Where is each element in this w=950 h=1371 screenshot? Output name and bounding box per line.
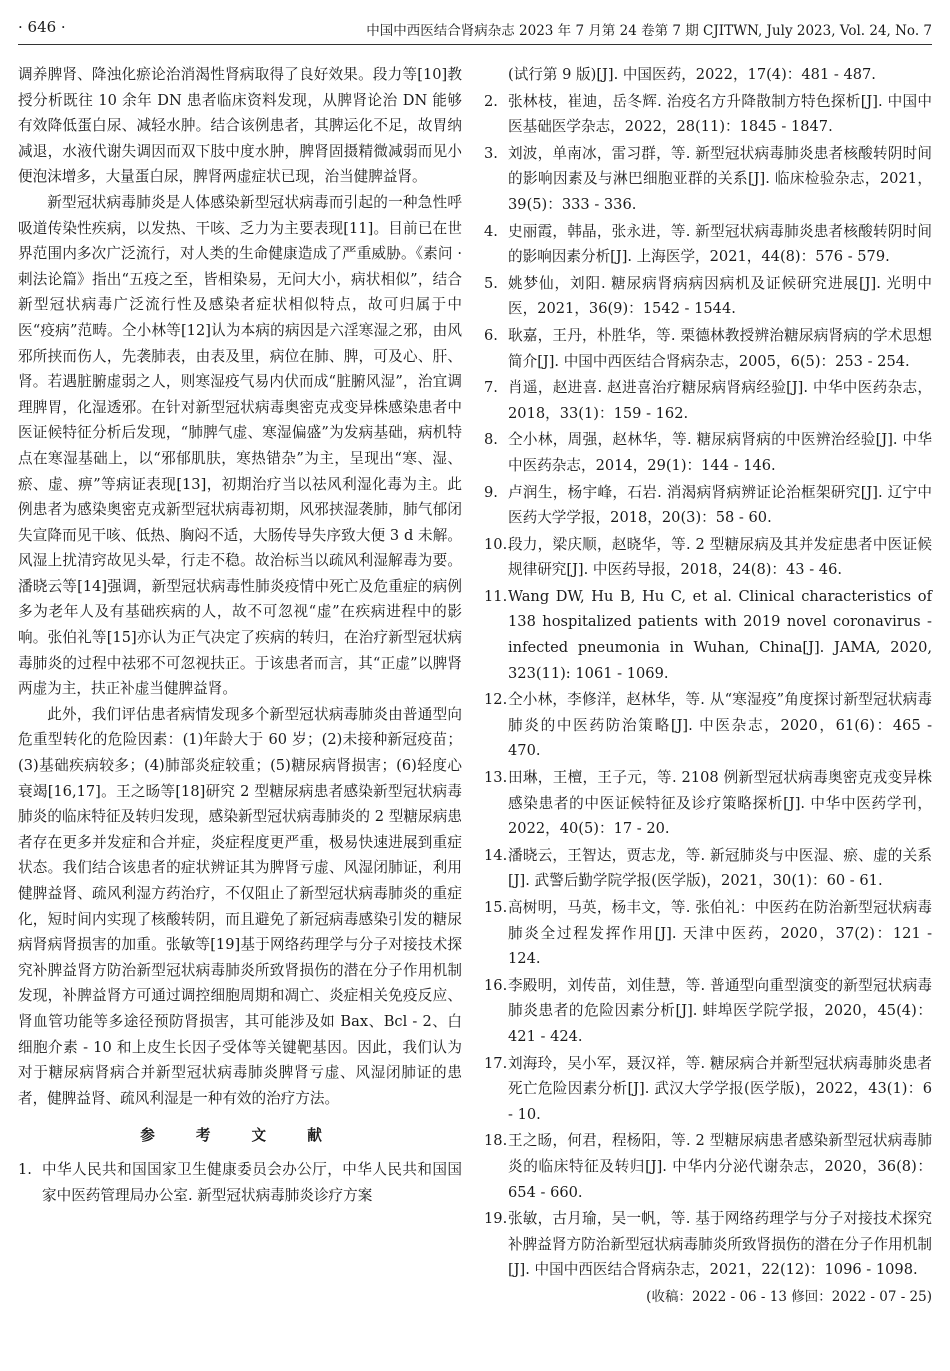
left-column — [18, 62, 462, 1209]
reference-text: 刘海玲，吴小军，聂汉祥，等. 糖尿病合并新型冠状病毒肺炎患者死亡危险因素分析[J]. 武汉大学学报(医学版)，2022，43(1)：6 - 10. — [508, 1054, 932, 1123]
reference-item — [484, 1128, 932, 1205]
reference-number: 13. — [484, 769, 508, 787]
reference-item-continued — [484, 62, 932, 88]
reference-number: 1. — [18, 1160, 32, 1178]
reference-number: 7. — [484, 379, 498, 397]
reference-number: 6. — [484, 326, 498, 344]
reference-item — [484, 973, 932, 1050]
reference-text: 中华人民共和国国家卫生健康委员会办公厅，中华人民共和国国家中医药管理局办公室. 新型冠状病毒肺炎诊疗方案 — [42, 1160, 462, 1204]
reference-number: 16. — [484, 976, 508, 994]
page-number: · 646 · — [18, 18, 66, 36]
reference-number: 4. — [484, 222, 498, 240]
reference-item — [484, 584, 932, 686]
reference-number: 2. — [484, 92, 498, 110]
reference-number: 8. — [484, 431, 498, 449]
reference-number: 11. — [484, 587, 508, 605]
reference-text: 田琳，王檀，王子元，等. 2108 例新型冠状病毒奥密克戎变异株感染患者的中医证候特征及诊疗策略探析[J]. 中华中医药学刊，2022，40(5)：17 - 20. — [508, 769, 932, 838]
reference-text: 张敏，古月瑜，吴一帆，等. 基于网络药理学与分子对接技术探究补脾益肾方防治新型冠状病毒肺炎所致肾损伤的潜在分子作用机制[J]. 中国中西医结合肾病杂志，2021，22(12)：1096 - 1098. — [508, 1210, 932, 1279]
reference-number: 19. — [484, 1210, 508, 1228]
reference-text: 高树明，马英，杨丰文，等. 张伯礼：中医药在防治新型冠状病毒肺炎全过程发挥作用[J]. 天津中医药，2020，37(2)：121 - 124. — [508, 899, 932, 968]
received-dates: (收稿：2022 - 06 - 13 修回：2022 - 07 - 25) — [646, 1288, 932, 1305]
reference-text: 卢润生，杨宇峰，石岩. 消渴病肾病辨证论治框架研究[J]. 辽宁中医药大学学报，2018，20(3)：58 - 60. — [508, 483, 932, 527]
body-paragraph: 此外，我们评估患者病情发现多个新型冠状病毒肺炎由普通型向危重型转化的危险因素：(1)年龄大于 60 岁；(2)未接种新冠疫苗；(3)基础疾病较多；(4)肺部炎症较重；(5)糖尿病肾损害；(6)轻度心衰竭[16,17]。王之旸等[18]研究 2 型糖尿病患者感染新型冠状病毒肺炎的临床特征及转归发现，感染新型冠状病毒肺炎的 2 型糖尿病患者存在更多并发症和合并症，炎症程度更严重，极易快速进展到重症状态。我们结合该患者的症状辨证其为脾肾亏虚、风湿闭肺证，利用健脾益肾、疏风利湿方药治疗，不仅阻止了新型冠状病毒肺炎的重症化，短时间内实现了核酸转阴，而且避免了新冠病毒感染引发的糖尿病肾病肾损害的加重。张敏等[19]基于网络药理学与分子对接技术探究补脾益肾方防治新型冠状病毒肺炎所致肾损伤的潜在分子作用机制发现，补脾益肾方可通过调控细胞周期和凋亡、炎症相关免疫反应、肾血管功能等多途径预防肾损害，其可能涉及如 Bax、Bcl - 2、白细胞介素 - 10 和上皮生长因子受体等关键靶基因。因此，我们认为对于糖尿病肾病合并新型冠状病毒肺炎脾肾亏虚、风湿闭肺证的患者，健脾益肾、疏风利湿是一种有效的治疗方法。 — [18, 705, 462, 1107]
reference-item — [484, 687, 932, 764]
reference-number: 15. — [484, 899, 508, 916]
reference-text: 史丽霞，韩晶，张永进，等. 新型冠状病毒肺炎患者核酸转阴时间的影响因素分析[J]. 上海医学，2021，44(8)：576 - 579. — [508, 222, 932, 266]
reference-number: 10. — [484, 535, 508, 553]
reference-item — [484, 765, 932, 842]
reference-item — [484, 1206, 932, 1283]
reference-item — [484, 532, 932, 583]
reference-number: 12. — [484, 691, 508, 709]
reference-text: (试行第 9 版)[J]. 中国医药，2022，17(4)：481 - 487. — [508, 66, 876, 83]
reference-number: 18. — [484, 1132, 508, 1150]
reference-item — [484, 323, 932, 374]
reference-text: 仝小林，李修洋，赵林华，等. 从“寒湿疫”角度探讨新型冠状病毒肺炎的中医药防治策略[J]. 中医杂志，2020，61(6)：465 - 470. — [508, 691, 932, 760]
reference-number: 3. — [484, 144, 498, 162]
reference-item — [484, 843, 932, 894]
reference-item — [484, 271, 932, 322]
reference-text: 潘晓云，王智达，贾志龙，等. 新冠肺炎与中医湿、瘀、虚的关系[J]. 武警后勤学院学报(医学版)，2021，30(1)：60 - 61. — [508, 846, 932, 890]
reference-item — [484, 219, 932, 270]
reference-item — [18, 1157, 462, 1208]
reference-item — [484, 141, 932, 218]
reference-text: 李殿明，刘传苗，刘佳慧，等. 普通型向重型演变的新型冠状病毒肺炎患者的危险因素分析[J]. 蚌埠医学院学报，2020，45(4)：421 - 424. — [508, 976, 932, 1045]
reference-item — [484, 1051, 932, 1128]
body-paragraph: 调养脾肾、降浊化瘀论治消渴性肾病取得了良好效果。段力等[10]教授分析既往 10 余年 DN 患者临床资料发现，从脾肾论治 DN 能够有效降低蛋白尿、减轻水肿。结合该例患者，其脾运化不足，故胃纳减退，水液代谢失调因而双下肢中度水肿，脾肾固摄精微减弱而见小便泡沫增多，大量蛋白尿，脾肾两虚症状已现，治当健脾益肾。 — [18, 66, 462, 186]
reference-item — [484, 89, 932, 140]
reference-number: 17. — [484, 1054, 508, 1072]
reference-text: Wang DW, Hu B, Hu C, et al. Clinical characteristics of 138 hospitalized patients with 2019 novel coronavirus - infected pneumonia in Wuhan, China[J]. JAMA, 2020, 323(11): 1061 - 1069. — [508, 587, 932, 682]
reference-number: 5. — [484, 274, 498, 292]
reference-text: 张林枝，崔迪，岳冬辉. 治疫名方升降散制方特色探析[J]. 中国中医基础医学杂志，2022，28(11)：1845 - 1847. — [508, 92, 932, 136]
journal-running-title: 中国中西医结合肾病杂志 2023 年 7 月第 24 卷第 7 期 CJITWN, July 2023, Vol. 24, No. 7 — [366, 23, 932, 39]
reference-item — [484, 375, 932, 426]
reference-list — [484, 89, 932, 1283]
reference-item — [484, 427, 932, 478]
references-heading: 参 考 文 献 — [140, 1127, 340, 1145]
reference-item — [484, 895, 932, 972]
reference-text: 刘波，单南冰，雷习群，等. 新型冠状病毒肺炎患者核酸转阴时间的影响因素及与淋巴细胞亚群的关系[J]. 临床检验杂志，2021，39(5)：333 - 336. — [508, 144, 932, 213]
reference-text: 姚梦仙，刘阳. 糖尿病肾病病因病机及证候研究进展[J]. 光明中医，2021，36(9)：1542 - 1544. — [508, 274, 932, 318]
reference-text: 耿嘉，王丹，朴胜华，等. 栗德林教授辨治糖尿病肾病的学术思想简介[J]. 中国中西医结合肾病杂志，2005，6(5)：253 - 254. — [508, 326, 932, 370]
reference-number: 9. — [484, 483, 498, 501]
reference-text: 段力，梁庆顺，赵晓华，等. 2 型糖尿病及其并发症患者中医证候规律研究[J]. 中医药导报，2018，24(8)：43 - 46. — [508, 535, 932, 579]
right-column — [484, 62, 932, 1311]
page-header — [18, 16, 932, 45]
reference-item — [484, 480, 932, 531]
body-paragraph: 新型冠状病毒肺炎是人体感染新型冠状病毒而引起的一种急性呼吸道传染性疾病，以发热、干咳、乏力为主要表现[11]。目前已在世界范围内多次广泛流行，对人类的生命健康造成了严重威胁。《素问 · 刺法论篇》指出“五疫之至，皆相染易，无问大小，病状相似”，结合新型冠状病毒广泛流行性及感染者症状相似特点，故可归属于中医“疫病”范畴。仝小林等[12]认为本病的病因是六淫寒湿之邪，由风邪所挟而伤人，先袭肺表，由表及里，病位在肺、脾，可及心、肝、肾。若遇脏腑虚弱之人，则寒湿疫气易内伏而成“脏腑风湿”，治宜调理脾胃，化湿透邪。在针对新型冠状病毒奥密克戎变异株感染患者中医证候特征分析后发现，“肺脾气虚、寒湿偏盛”为发病基础，病机特点在寒湿基础上，以“邪郁肌肤，寒热错杂”为主，呈现出“寒、湿、瘀、虚、痹”等病证表现[13]，初期治疗当以祛风利湿化毒为主。此例患者为感染奥密克戎新型冠状病毒初期，风邪挟湿袭肺，肺气郁闭失宣降而见干咳、低热、胸闷不适，大肠传导失序致大便 3 d 未解。风湿上扰清窍故见头晕，行走不稳。故治标当以疏风利湿解毒为要。潘晓云等[14]强调，新型冠状病毒性肺炎疫情中死亡及危重症的病例多为老年人及有基础疾病的人，故不可忽视“虚”在疾病进程中的影响。张伯礼等[15]亦认为正气决定了疾病的转归，在治疗新型冠状病毒肺炎的过程中祛邪不可忽视扶正。于该患者而言，其“正虚”以脾肾两虚为主，扶正补虚当健脾益肾。 — [18, 193, 462, 698]
reference-number: 14. — [484, 846, 508, 864]
reference-text: 王之旸，何君，程杨阳，等. 2 型糖尿病患者感染新型冠状病毒肺炎的临床特征及转归[J]. 中华内分泌代谢杂志，2020，36(8)：654 - 660. — [508, 1132, 932, 1201]
reference-text: 仝小林，周强，赵林华，等. 糖尿病肾病的中医辨治经验[J]. 中华中医药杂志，2014，29(1)：144 - 146. — [508, 431, 932, 474]
reference-text: 肖遥，赵进喜. 赵进喜治疗糖尿病肾病经验[J]. 中华中医药杂志，2018，33(1)：159 - 162. — [508, 379, 932, 422]
